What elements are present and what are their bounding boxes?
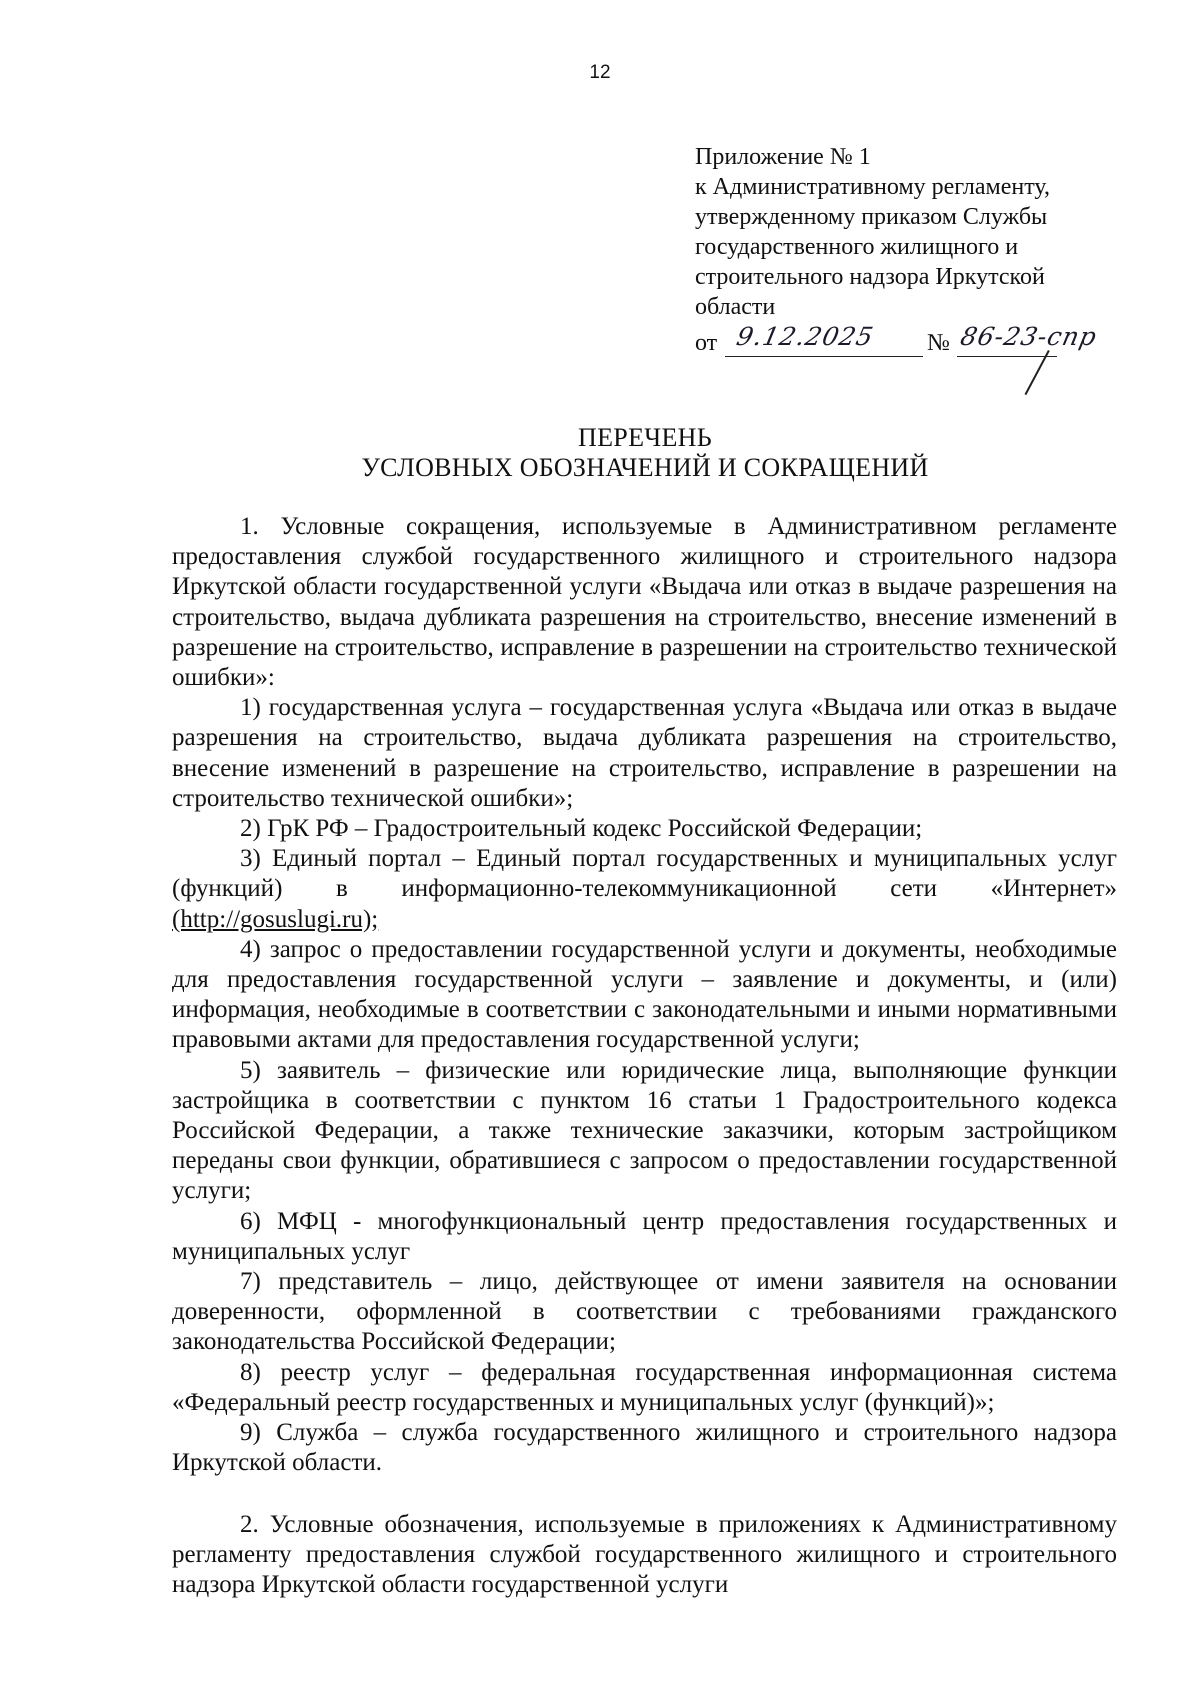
number-label: № (927, 330, 950, 356)
appendix-line: строительного надзора Иркутской (695, 264, 1045, 290)
appendix-line: к Административному регламенту, (695, 174, 1050, 200)
list-item-3: 3) Единый портал – Единый портал государственных и муниципальных услуг (функций) в информационно-телекоммуникационной сети «Интернет» (172, 845, 1117, 903)
section-2 (172, 1510, 1117, 1601)
portal-link[interactable]: (http://gosuslugi.ru); (172, 905, 379, 933)
page-number: 12 (589, 62, 611, 83)
order-reference-line (695, 322, 1115, 362)
appendix-line: утвержденному приказом Службы (695, 204, 1048, 230)
list-item-6: 6) МФЦ - многофункциональный центр предоставления государственных и муниципальных услуг (172, 1207, 1117, 1265)
list-item-8: 8) реестр услуг – федеральная государственная информационная система «Федеральный реестр государственных и муниципальных услуг (функций)»; (172, 1358, 1117, 1416)
list-item-4: 4) запрос о предоставлении государственной услуги и документы, необходимые для предоставления государственной услуги – заявление и документы, и (или) информация, необходимые в соответствии с законодательными и иными нормативными правовыми актами для предоставления государственной услуги; (172, 935, 1117, 1054)
list-item-5: 5) заявитель – физические или юридические лица, выполняющие функции застройщика в соответствии с пунктом 16 статьи 1 Градостроительного кодекса Российской Федерации, а также технические заказчики, которым застройщиком переданы свои функции, обратившиеся с запросом о предоставлении государственной услуги; (172, 1056, 1117, 1205)
section-2-text: 2. Условные обозначения, используемые в приложениях к Административному регламенту предоставления службой государственного жилищного и строительного надзора Иркутской области государственной услуги (172, 1511, 1117, 1599)
date-underline (725, 356, 923, 357)
appendix-line: области (695, 294, 776, 320)
handwritten-date: 9.12.2025 (734, 322, 877, 351)
handwritten-number: 86-23-спр (958, 322, 1100, 351)
number-underline (957, 356, 1057, 357)
list-item-9: 9) Служба – служба государственного жилищного и строительного надзора Иркутской области. (172, 1419, 1117, 1477)
portal-link-line (172, 905, 1117, 935)
appendix-block (695, 142, 1115, 362)
list-item-1: 1) государственная услуга – государственная услуга «Выдача или отказ в выдаче разрешения на строительство, выдача дубликата разрешения на строительство, внесение изменений в разрешение на строительство, исправление в разрешении на строительство технической ошибки»; (172, 694, 1117, 812)
section-1-intro: 1. Условные сокращения, используемые в Административном регламенте предоставления службой государственного жилищного и строительного надзора Иркутской области государственной услуги «Выдача или отказ в выдаче разрешения на строительство, выдача дубликата разрешения на строительство, внесение изменений в разрешение на строительство, исправление в разрешении на строительство технической ошибки»: (172, 513, 1117, 692)
appendix-line: государственного жилищного и (695, 234, 1019, 260)
list-item-2: 2) ГрК РФ – Градостроительный кодекс Российской Федерации; (240, 815, 923, 843)
document-title: ПЕРЕЧЕНЬ (578, 423, 712, 452)
date-label: от (695, 330, 718, 356)
document-subtitle: УСЛОВНЫХ ОБОЗНАЧЕНИЙ И СОКРАЩЕНИЙ (361, 453, 929, 482)
section-1 (172, 512, 1117, 1479)
appendix-line: Приложение № 1 (695, 144, 871, 170)
list-item-7: 7) представитель – лицо, действующее от имени заявителя на основании доверенности, оформленной в соответствии с требованиями гражданского законодательства Российской Федерации; (172, 1268, 1117, 1356)
